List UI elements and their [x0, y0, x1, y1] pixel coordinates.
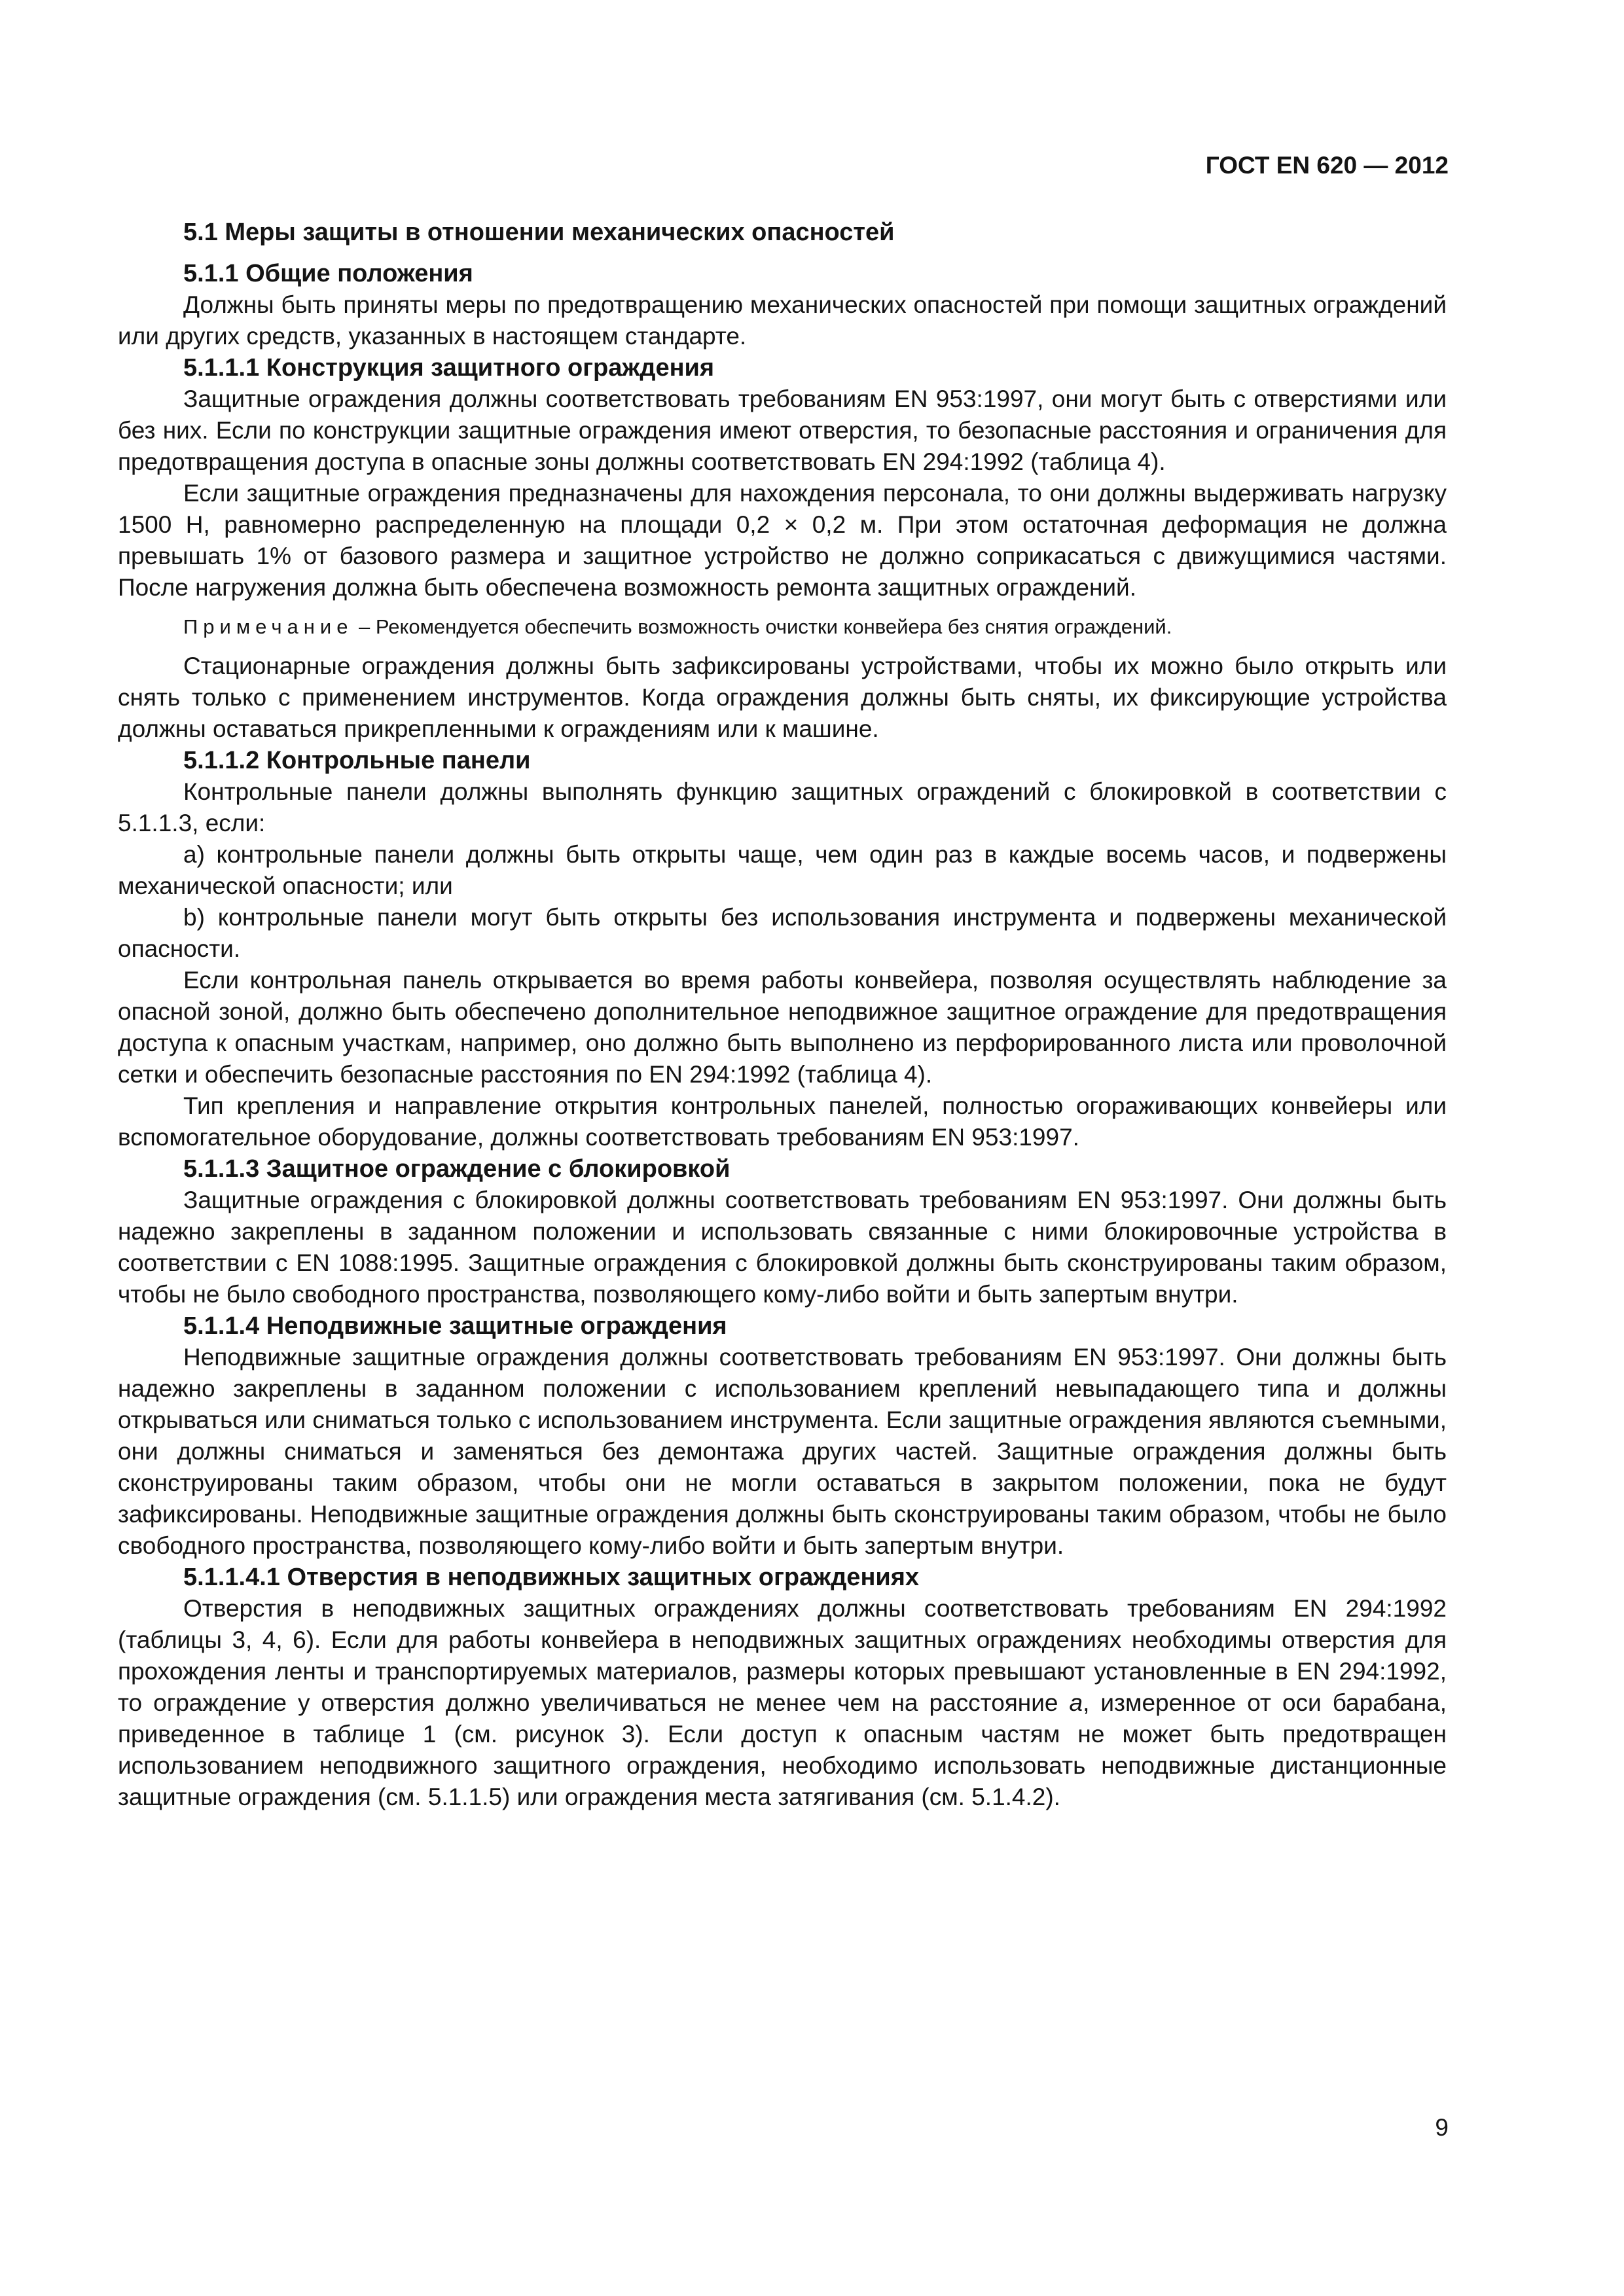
paragraph-text-end: , измеренное от оси барабана, приведенное в таблице 1 (см. рисунок 3). Если доступ к опасным частям не может быть предотвращен использованием неподвижного защитного ограждения, необходимо использовать неподвижные дистанционные защитные ограждения (см. 5.1.1.5) или ограждения места затягивания (см. 5.1.4.2). [118, 1689, 1447, 1810]
section-5-1-1-2-paragraph-3: Тип крепления и направление открытия контрольных панелей, полностью огораживающих конвейеры или вспомогательное оборудование, должны соответствовать требованиям EN 953:1997. [118, 1092, 1447, 1151]
distance-variable: a [1069, 1689, 1083, 1716]
section-5-1-1-3-title: 5.1.1.3 Защитное ограждение с блокировкой [183, 1155, 731, 1183]
note-label: Примечание [183, 615, 353, 638]
section-5-1-1-title: 5.1.1 Общие положения [183, 260, 473, 287]
section-5-1-1-4-1-title: 5.1.1.4.1 Отверстия в неподвижных защитных ограждениях [183, 1564, 920, 1591]
section-5-1-1-1-paragraph-1: Защитные ограждения должны соответствовать требованиям EN 953:1997, они могут быть с отверстиями или без них. Если по конструкции защитные ограждения имеют отверстия, то безопасные расстояния и ограничения для предотвращения доступа в опасные зоны должны соответствовать EN 294:1992 (таблица 4). [118, 386, 1447, 475]
note [118, 613, 1447, 641]
standard-designation: ГОСТ EN 620 — 2012 [1205, 152, 1449, 179]
section-5-1-1-1-paragraph-2: Если защитные ограждения предназначены для нахождения персонала, то они должны выдерживать нагрузку 1500 Н, равномерно распределенную на площади 0,2 × 0,2 м. При этом остаточная деформация не должна превышать 1% от базового размера и защитное устройство не должно соприкасаться с движущимися частями. После нагружения должна быть обеспечена возможность ремонта защитных ограждений. [118, 480, 1447, 601]
note-text: – Рекомендуется обеспечить возможность очистки конвейера без снятия ограждений. [353, 615, 1172, 638]
section-5-1-1-4-paragraph: Неподвижные защитные ограждения должны соответствовать требованиям EN 953:1997. Они должны быть надежно закреплены в заданном положении с использованием креплений невыпадающего типа и должны открываться или сниматься только с использованием инструмента. Если защитные ограждения являются съемными, они должны сниматься и заменяться без демонтажа других частей. Защитные ограждения должны быть сконструированы таким образом, чтобы они не могли оставаться в закрытом положении, пока не будут зафиксированы. Неподвижные защитные ограждения должны быть сконструированы таким образом, чтобы не было свободного пространства, позволяющего кому-либо войти и быть запертым внутри. [118, 1344, 1447, 1559]
section-5-1-1-1-title: 5.1.1.1 Конструкция защитного ограждения [183, 354, 715, 382]
list-item-b: b) контрольные панели могут быть открыты без использования инструмента и подвержены механической опасности. [118, 904, 1447, 962]
section-5-1-1-4-title: 5.1.1.4 Неподвижные защитные ограждения [183, 1312, 727, 1340]
section-5-1-1-paragraph: Должны быть приняты меры по предотвращению механических опасностей при помощи защитных ограждений или других средств, указанных в настоящем стандарте. [118, 291, 1447, 350]
document-body [118, 216, 1447, 1813]
section-5-1-1-4-1-paragraph [118, 1593, 1447, 1813]
paragraph-text-start: Отверстия в неподвижных защитных ограждениях должны соответствовать требованиям EN 294:1992 (таблицы 3, 4, 6). Если для работы конвейера в неподвижных защитных ограждениях необходимы отверстия для прохождения ленты и транспортируемых материалов, размеры которых превышают установленные в EN 294:1992, то ограждение у отверстия должно увеличиваться не менее чем на расстояние [118, 1595, 1447, 1716]
page-number: 9 [1435, 2114, 1449, 2141]
section-5-1-1-2-paragraph-2: Если контрольная панель открывается во время работы конвейера, позволяя осуществлять наблюдение за опасной зоной, должно быть обеспечено дополнительное неподвижное защитное ограждение для предотвращения доступа к опасным участкам, например, оно должно быть выполнено из перфорированного листа или проволочной сетки и обеспечить безопасные расстояния по EN 294:1992 (таблица 4). [118, 967, 1447, 1088]
section-5-1-1-3-paragraph: Защитные ограждения с блокировкой должны соответствовать требованиям EN 953:1997. Они должны быть надежно закреплены в заданном положении и использовать связанные с ними блокировочные устройства в соответствии с EN 1088:1995. Защитные ограждения с блокировкой должны быть сконструированы таким образом, чтобы не было свободного пространства, позволяющего кому-либо войти и быть запертым внутри. [118, 1187, 1447, 1308]
section-5-1-1-2-title: 5.1.1.2 Контрольные панели [183, 747, 531, 774]
section-5-1-1-2-paragraph-1: Контрольные панели должны выполнять функцию защитных ограждений с блокировкой в соответствии с 5.1.1.3, если: [118, 778, 1447, 836]
section-5-1-1-1-paragraph-3: Стационарные ограждения должны быть зафиксированы устройствами, чтобы их можно было открыть или снять только с применением инструментов. Когда ограждения должны быть сняты, их фиксирующие устройства должны оставаться прикрепленными к ограждениям или к машине. [118, 653, 1447, 742]
list-item-a: a) контрольные панели должны быть открыты чаще, чем один раз в каждые восемь часов, и подвержены механической опасности; или [118, 841, 1447, 899]
section-5-1-title: 5.1 Меры защиты в отношении механических опасностей [183, 219, 895, 246]
